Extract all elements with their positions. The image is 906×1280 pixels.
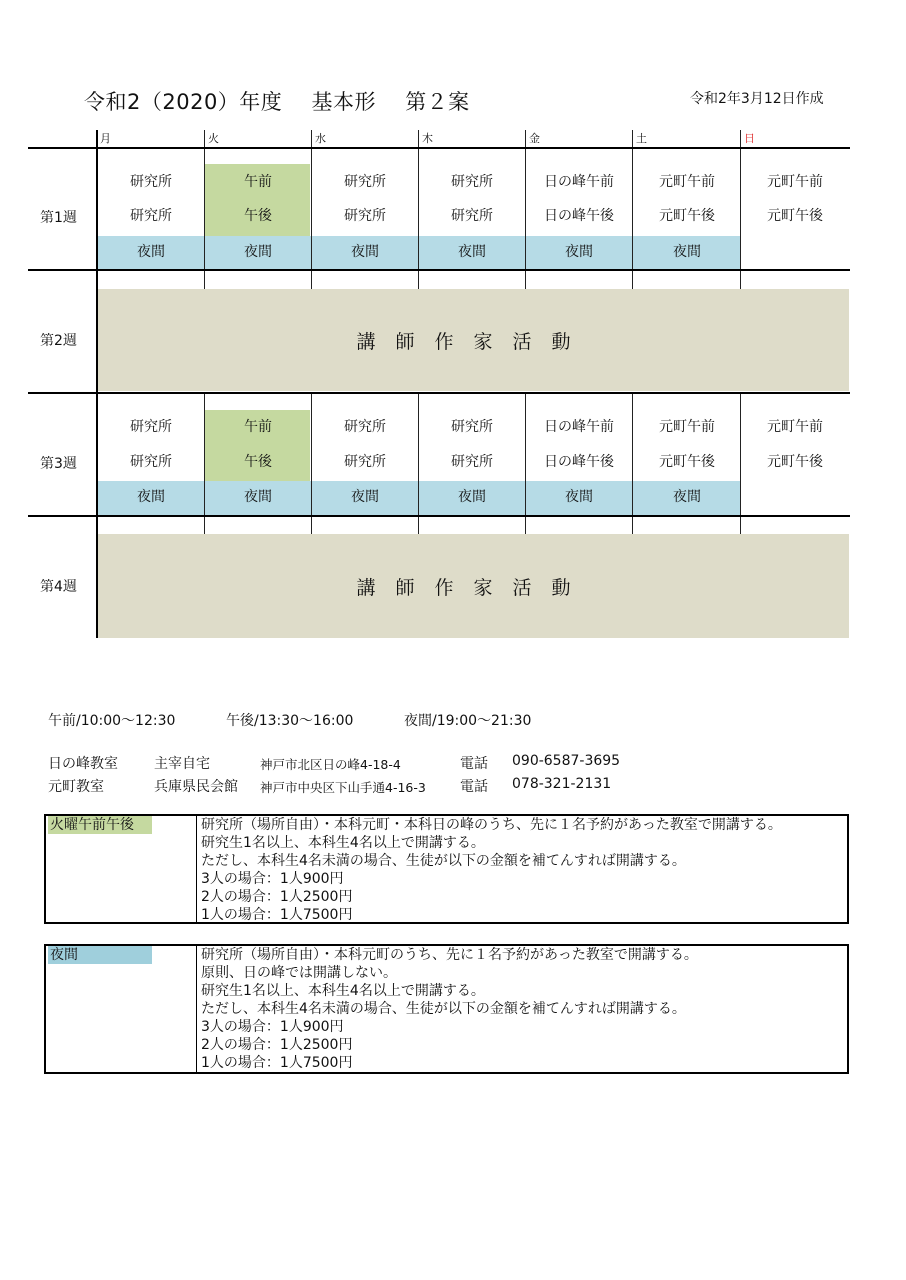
schedule-cell: 夜間 — [565, 489, 593, 505]
activity-band-week2 — [98, 289, 849, 391]
schedule-cell: 日の峰午後 — [544, 454, 614, 470]
schedule-cell: 元町午前 — [659, 174, 715, 190]
note-divider — [196, 946, 197, 1072]
classroom-address: 神戸市北区日の峰4-18-4 — [260, 757, 401, 772]
classroom-tel-label: 電話 — [460, 756, 488, 772]
day-header-wed: 水 — [315, 132, 326, 145]
grid-line — [204, 271, 205, 289]
schedule-cell: 夜間 — [137, 244, 165, 260]
grid-line — [204, 517, 205, 534]
note-line: 研究所（場所自由）・本科元町・本科日の峰のうち、先に１名予約があった教室で開講する。 — [201, 817, 782, 833]
schedule-cell: 研究所 — [451, 174, 493, 190]
grid-line — [632, 130, 633, 147]
classroom-name: 日の峰教室 — [48, 756, 118, 772]
note-line: 研究生1名以上、本科生4名以上で開講する。 — [201, 835, 485, 851]
schedule-cell: 元町午前 — [659, 419, 715, 435]
schedule-cell: 研究所 — [451, 419, 493, 435]
schedule-cell: 夜間 — [673, 489, 701, 505]
grid-line — [311, 517, 312, 534]
grid-line — [28, 392, 850, 394]
grid-line — [632, 271, 633, 289]
note-label: 火曜午前午後 — [48, 816, 152, 834]
schedule-cell: 午前 — [244, 174, 272, 190]
schedule-cell: 日の峰午前 — [544, 174, 614, 190]
note-divider — [196, 816, 197, 922]
note-box-night — [44, 944, 849, 1074]
schedule-cell: 午後 — [244, 208, 272, 224]
schedule-cell: 元町午後 — [659, 454, 715, 470]
schedule-cell: 午後 — [244, 454, 272, 470]
grid-line — [204, 130, 205, 147]
schedule-cell: 元町午後 — [767, 208, 823, 224]
schedule-cell: 研究所 — [344, 419, 386, 435]
week-label-3: 第3週 — [40, 456, 77, 472]
note-line: 3人の場合：1人900円 — [201, 871, 344, 887]
schedule-cell: 元町午後 — [767, 454, 823, 470]
activity-band-week4 — [98, 534, 849, 638]
grid-line — [632, 394, 633, 515]
activity-text-week4: 講師作家活動 — [356, 576, 591, 599]
note-line: 研究所（場所自由）・本科元町のうち、先に１名予約があった教室で開講する。 — [201, 947, 698, 963]
classroom-tel: 078-321-2131 — [512, 776, 612, 792]
classroom-tel-label: 電話 — [460, 779, 488, 795]
grid-line — [740, 394, 741, 515]
note-line: 研究生1名以上、本科生4名以上で開講する。 — [201, 983, 485, 999]
classroom-address: 神戸市中央区下山手通4-16-3 — [260, 780, 426, 795]
week-label-1: 第1週 — [40, 210, 77, 226]
classroom-host: 兵庫県民会館 — [154, 779, 238, 795]
schedule-cell: 夜間 — [673, 244, 701, 260]
day-header-sun: 日 — [744, 132, 755, 145]
schedule-cell: 研究所 — [451, 454, 493, 470]
schedule-cell: 元町午前 — [767, 419, 823, 435]
grid-line — [311, 271, 312, 289]
note-line: 2人の場合：1人2500円 — [201, 1037, 353, 1053]
note-line: 3人の場合：1人900円 — [201, 1019, 344, 1035]
schedule-cell: 夜間 — [458, 244, 486, 260]
title-fiscal-year: 令和2（2020）年度 — [84, 90, 283, 114]
schedule-cell: 夜間 — [244, 489, 272, 505]
grid-line — [632, 517, 633, 534]
created-date: 令和2年3月12日作成 — [690, 91, 824, 107]
week-label-2: 第2週 — [40, 333, 77, 349]
grid-line — [740, 271, 741, 289]
schedule-cell: 日の峰午後 — [544, 208, 614, 224]
note-line: 1人の場合：1人7500円 — [201, 1055, 353, 1071]
note-line: 2人の場合：1人2500円 — [201, 889, 353, 905]
grid-line — [28, 269, 850, 271]
note-line: 原則、日の峰では開講しない。 — [201, 965, 397, 981]
grid-line — [28, 515, 850, 517]
note-lines — [201, 816, 782, 924]
schedule-cell: 夜間 — [137, 489, 165, 505]
title-plan-number: 第２案 — [405, 90, 470, 114]
schedule-cell: 午前 — [244, 419, 272, 435]
schedule-cell: 夜間 — [351, 244, 379, 260]
schedule-cell: 元町午前 — [767, 174, 823, 190]
schedule-cell: 夜間 — [458, 489, 486, 505]
grid-line — [740, 517, 741, 534]
grid-line — [418, 271, 419, 289]
schedule-cell: 夜間 — [565, 244, 593, 260]
note-lines — [201, 946, 698, 1072]
grid-line — [418, 517, 419, 534]
schedule-cell: 研究所 — [130, 454, 172, 470]
grid-line — [525, 517, 526, 534]
schedule-cell: 夜間 — [244, 244, 272, 260]
classroom-name: 元町教室 — [48, 779, 104, 795]
schedule-cell: 研究所 — [344, 454, 386, 470]
page-title — [84, 86, 492, 116]
day-header-mon: 月 — [100, 132, 111, 145]
note-line: ただし、本科生4名未満の場合、生徒が以下の金額を補てんすれば開講する。 — [201, 1001, 686, 1017]
activity-text-week2: 講師作家活動 — [356, 330, 591, 353]
note-label: 夜間 — [48, 946, 152, 964]
time-morning: 午前/10:00～12:30 — [48, 713, 176, 729]
day-header-sat: 土 — [636, 132, 647, 145]
title-plan-type: 基本形 — [311, 90, 376, 114]
schedule-cell: 研究所 — [451, 208, 493, 224]
grid-line — [28, 147, 850, 149]
schedule-cell: 元町午後 — [659, 208, 715, 224]
schedule-cell: 日の峰午前 — [544, 419, 614, 435]
grid-line — [740, 130, 741, 147]
note-line: 1人の場合：1人7500円 — [201, 907, 353, 923]
note-line: ただし、本科生4名未満の場合、生徒が以下の金額を補てんすれば開講する。 — [201, 853, 686, 869]
grid-line — [525, 271, 526, 289]
week-label-4: 第4週 — [40, 579, 77, 595]
schedule-cell: 研究所 — [130, 419, 172, 435]
schedule-cell: 研究所 — [344, 174, 386, 190]
schedule-cell: 夜間 — [351, 489, 379, 505]
grid-line — [740, 149, 741, 269]
classroom-tel: 090-6587-3695 — [512, 753, 621, 769]
time-night: 夜間/19:00～21:30 — [404, 713, 532, 729]
grid-line — [632, 149, 633, 269]
time-afternoon: 午後/13:30～16:00 — [226, 713, 354, 729]
grid-line — [418, 130, 419, 147]
schedule-cell: 研究所 — [344, 208, 386, 224]
grid-line — [525, 130, 526, 147]
day-header-fri: 金 — [529, 132, 540, 145]
classroom-host: 主宰自宅 — [154, 756, 210, 772]
note-box-tuesday — [44, 814, 849, 924]
grid-line — [311, 130, 312, 147]
day-header-tue: 火 — [208, 132, 219, 145]
schedule-cell: 研究所 — [130, 174, 172, 190]
schedule-cell: 研究所 — [130, 208, 172, 224]
day-header-thu: 木 — [422, 132, 433, 145]
